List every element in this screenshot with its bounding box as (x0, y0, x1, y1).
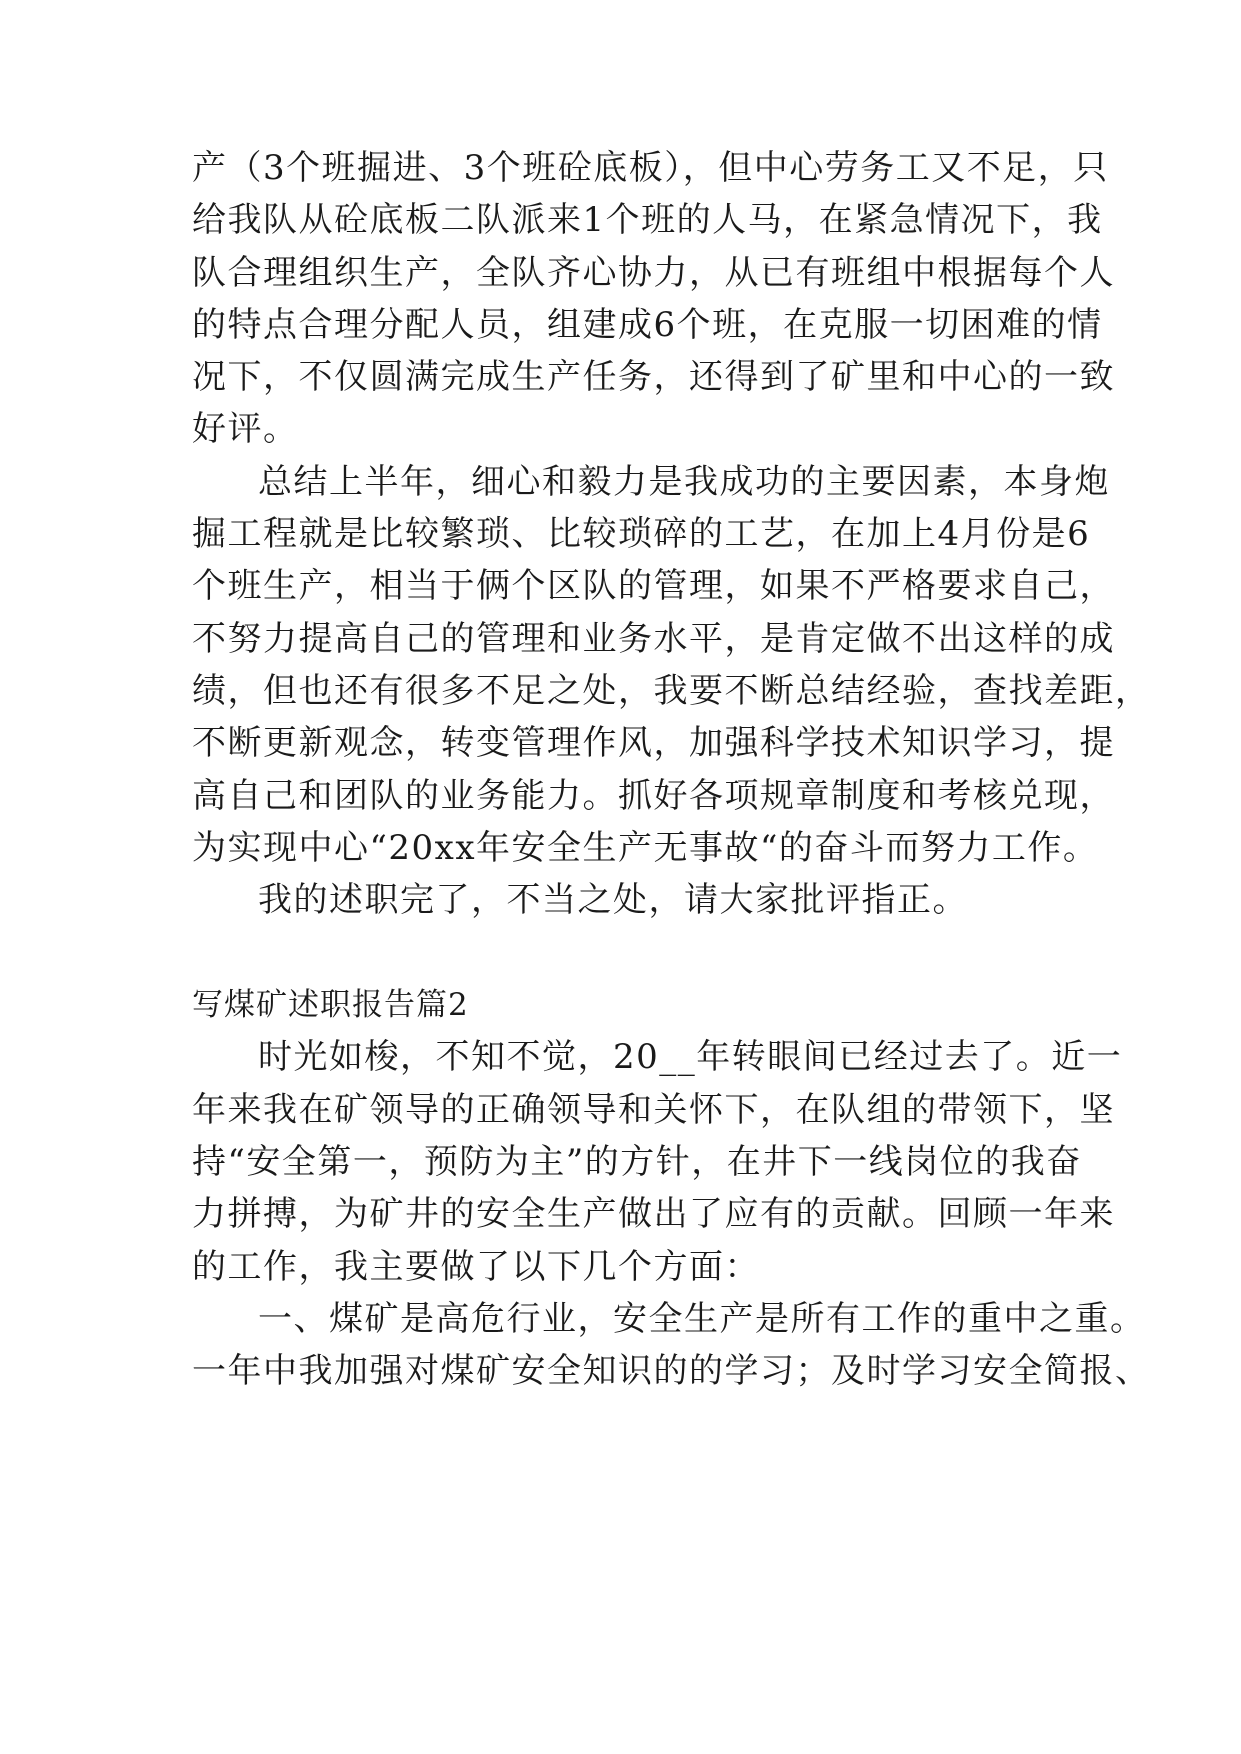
section-heading: 写煤矿述职报告篇2 (192, 987, 469, 1023)
paragraph-1-line: 况下，不仅圆满完成生产任务，还得到了矿里和中心的一致 (192, 357, 1115, 397)
paragraph-4-line: 的工作，我主要做了以下几个方面： (192, 1247, 760, 1287)
paragraph-4-line: 时光如梭，不知不觉，20__年转眼间已经过去了。近一 (258, 1037, 1123, 1077)
paragraph-4-line: 年来我在矿领导的正确领导和关怀下，在队组的带领下，坚 (192, 1090, 1115, 1130)
paragraph-1-line: 产（3个班掘进、3个班砼底板），但中心劳务工又不足，只 (192, 148, 1109, 188)
paragraph-5-line: 一、煤矿是高危行业，安全生产是所有工作的重中之重。 (258, 1299, 1146, 1339)
paragraph-2-line: 高自己和团队的业务能力。抓好各项规章制度和考核兑现， (192, 776, 1115, 816)
paragraph-2-line: 不断更新观念，转变管理作风，加强科学技术知识学习，提 (192, 723, 1115, 763)
paragraph-1-line: 给我队从砼底板二队派来1个班的人马，在紧急情况下，我 (192, 200, 1103, 240)
paragraph-4-line: 力拼搏，为矿井的安全生产做出了应有的贡献。回顾一年来 (192, 1194, 1115, 1234)
paragraph-2-line: 总结上半年，细心和毅力是我成功的主要因素，本身炮 (258, 462, 1110, 502)
paragraph-2-line: 为实现中心“20xx年安全生产无事故“的奋斗而努力工作。 (192, 828, 1099, 868)
paragraph-2-line: 个班生产，相当于俩个区队的管理，如果不严格要求自己， (192, 566, 1115, 606)
paragraph-5-line: 一年中我加强对煤矿安全知识的的学习；及时学习安全简报、 (192, 1351, 1151, 1391)
paragraph-3-line: 我的述职完了，不当之处，请大家批评指正。 (258, 880, 968, 920)
paragraph-2-line: 掘工程就是比较繁琐、比较琐碎的工艺，在加上4月份是6 (192, 514, 1091, 554)
paragraph-4-line: 持“安全第一，预防为主”的方针，在井下一线岗位的我奋 (192, 1142, 1082, 1182)
paragraph-2-line: 不努力提高自己的管理和业务水平，是肯定做不出这样的成 (192, 619, 1115, 659)
paragraph-1-line: 队合理组织生产，全队齐心协力，从已有班组中根据每个人 (192, 253, 1115, 293)
paragraph-1-line: 的特点合理分配人员，组建成6个班，在克服一切困难的情 (192, 305, 1103, 345)
paragraph-1-line: 好评。 (192, 409, 299, 449)
paragraph-2-line: 绩，但也还有很多不足之处，我要不断总结经验，查找差距， (192, 671, 1151, 711)
